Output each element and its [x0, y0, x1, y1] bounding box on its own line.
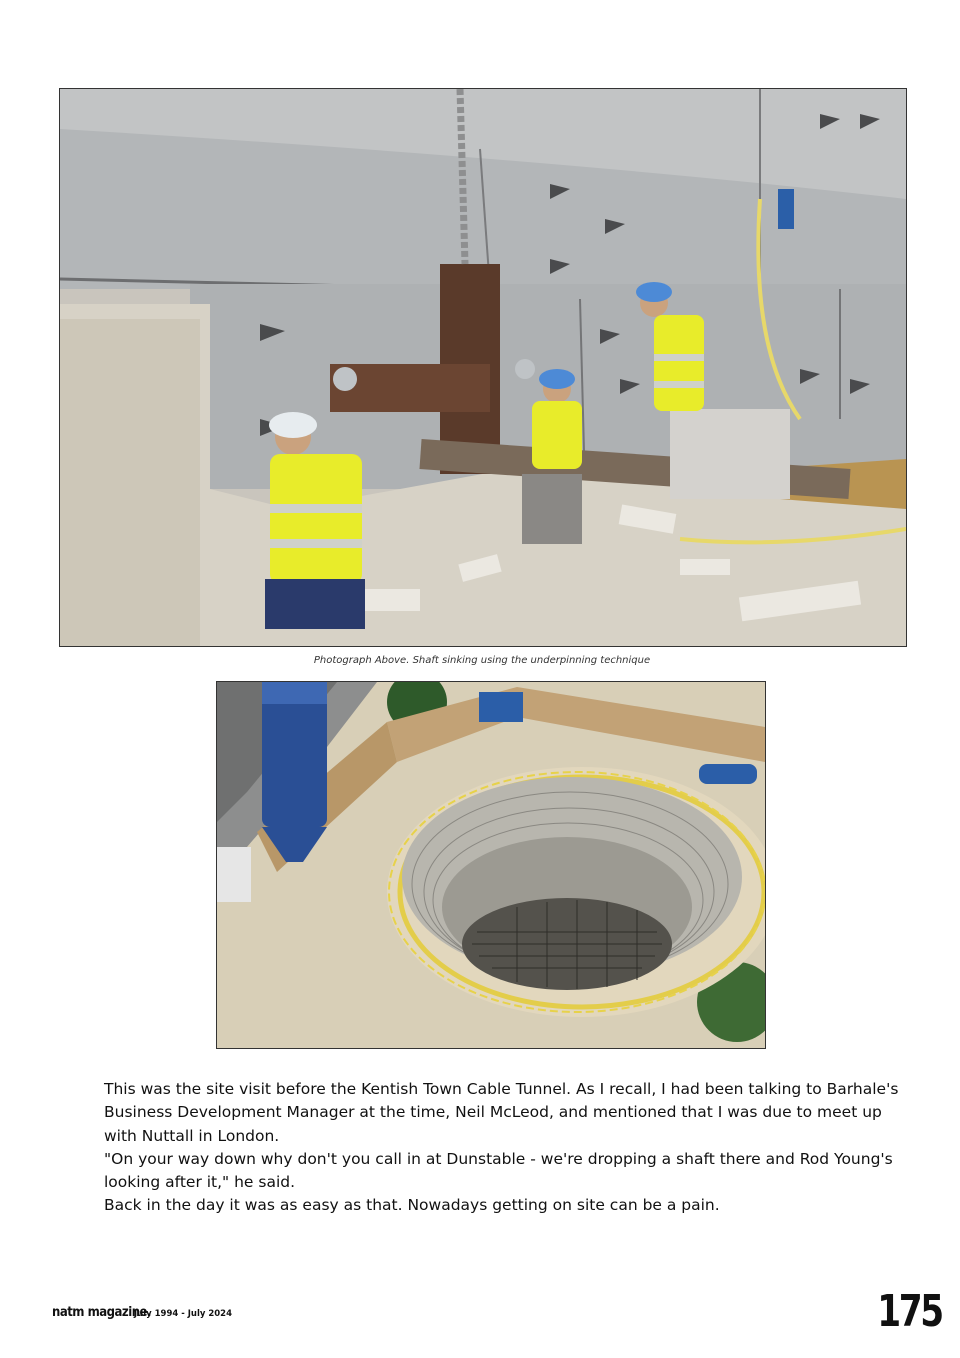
issue-date-range: July 1994 - July 2024: [134, 1309, 233, 1319]
article-paragraph: This was the site visit before the Kentish Town Cable Tunnel. As I recall, I had been talking to Barhale's Business Development Manager at the time, Neil McLeod, and mentioned that I was due to meet up with Nuttall in London.: [104, 1080, 899, 1145]
article-paragraph: "On your way down why don't you call in at Dunstable - we're dropping a shaft there and Rod Young's looking after it," he said.: [104, 1149, 893, 1192]
circular-shaft-aerial-photo: [216, 681, 766, 1049]
article-body: [104, 1078, 914, 1218]
article-paragraph: Back in the day it was as easy as that. Nowadays getting on site can be a pain.: [104, 1196, 720, 1215]
shaft-underpinning-photo: [59, 88, 907, 647]
page-number: 175: [877, 1286, 942, 1337]
photo-caption: Photograph Above. Shaft sinking using the underpinning technique: [313, 655, 651, 666]
magazine-name: natm magazine.: [52, 1305, 151, 1320]
